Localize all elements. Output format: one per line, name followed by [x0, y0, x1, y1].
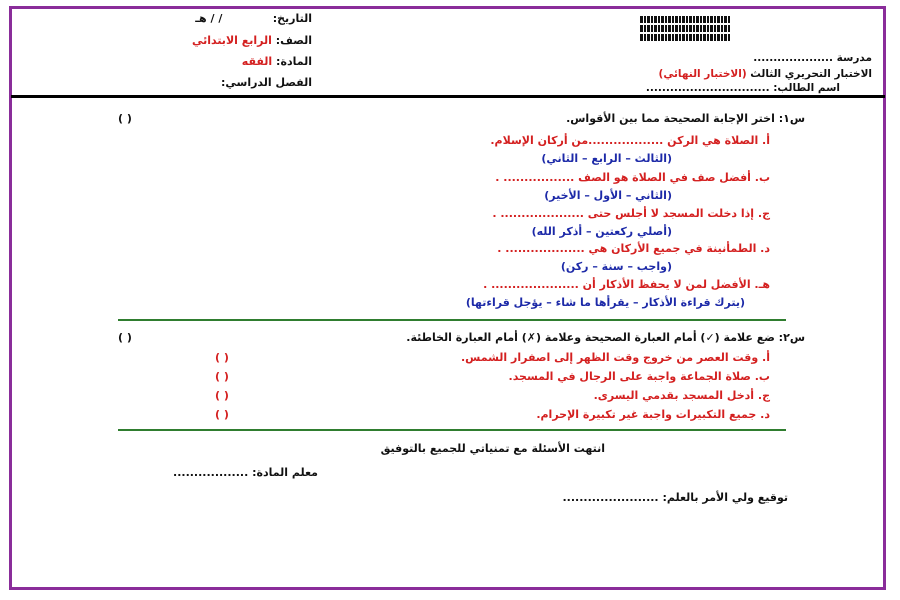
grade-label: الصف:: [275, 34, 312, 47]
guardian-signature: توقيع ولي الأمر بالعلم: .......................: [562, 491, 788, 504]
q2-mark: ( ): [118, 331, 132, 344]
q1-options-e: (يترك قراءة الأذكار – يقرأها ما شاء – يؤجل قراءتها): [465, 296, 745, 309]
subject-row: [242, 55, 312, 68]
q2-item-c: ج. أدخل المسجد بقدمي اليسرى.: [593, 389, 770, 402]
q1-options-c: (أصلي ركعتين – أذكر الله): [531, 225, 672, 238]
q1-item-c: ج. إذا دخلت المسجد لا أجلس حتى .................... .: [492, 207, 770, 220]
q2-box-d[interactable]: ( ): [215, 408, 229, 421]
q1-item-b: ب. أفضل صف في الصلاة هو الصف ................. .: [495, 171, 770, 184]
grade-value: الرابع الابتدائي: [191, 34, 272, 47]
closing-text: انتهت الأسئلة مع تمنياتي للجميع بالتوفيق: [380, 442, 605, 455]
teacher-signature: معلم المادة: ..................: [173, 466, 318, 479]
term-label: الفصل الدراسي:: [220, 76, 312, 89]
q1-title: س١: اختر الإجابة الصحيحة مما بين الأقواس.: [566, 112, 805, 125]
q2-box-a[interactable]: ( ): [215, 351, 229, 364]
q2-item-d: د. جميع التكبيرات واجبة غير تكبيرة الإحرام.: [536, 408, 770, 421]
subject-value: الفقه: [241, 55, 273, 68]
q1-options-b: (الثاني – الأول – الأخير): [544, 189, 672, 202]
subject-label: المادة:: [276, 55, 312, 68]
q1-options-d: (واجب – سنة – ركن): [560, 260, 672, 273]
exam-title: الاختبار التحريري الثالث: [750, 68, 872, 80]
grade-row: [192, 34, 312, 47]
exam-subtitle: (الاختبار النهائي): [658, 68, 747, 80]
q1-divider: [118, 319, 786, 321]
q2-box-b[interactable]: ( ): [215, 370, 229, 383]
date-row: [149, 12, 312, 25]
q2-divider: [118, 429, 786, 431]
exam-title-row: [659, 68, 872, 80]
student-label: اسم الطالب: ...............................: [645, 82, 840, 94]
q2-title: س٢: ضع علامة (✓) أمام العبارة الصحيحة وعلامة (✗) أمام العبارة الخاطئة.: [406, 331, 805, 344]
q1-item-e: هـ. الأفضل لمن لا يحفظ الأذكار أن ..................... .: [483, 278, 770, 291]
q2-item-a: أ. وقت العصر من خروج وقت الظهر إلى اصفرار الشمس.: [460, 351, 770, 364]
date-label: التاريخ:: [272, 12, 312, 25]
date-value: / / هـ: [195, 12, 223, 25]
q1-mark: ( ): [118, 112, 132, 125]
school-label: مدرسة ....................: [753, 52, 872, 64]
q2-box-c[interactable]: ( ): [215, 389, 229, 402]
q1-item-a: أ. الصلاة هي الركن ..................من أركان الإسلام.: [490, 134, 770, 147]
q1-options-a: (الثالث – الرابع – الثاني): [541, 152, 672, 165]
q1-item-d: د. الطمأنينة في جميع الأركان هي ................... .: [497, 242, 770, 255]
header-divider: [11, 95, 885, 98]
ministry-logo: [640, 14, 730, 44]
q2-item-b: ب. صلاة الجماعة واجبة على الرجال في المسجد.: [508, 370, 770, 383]
